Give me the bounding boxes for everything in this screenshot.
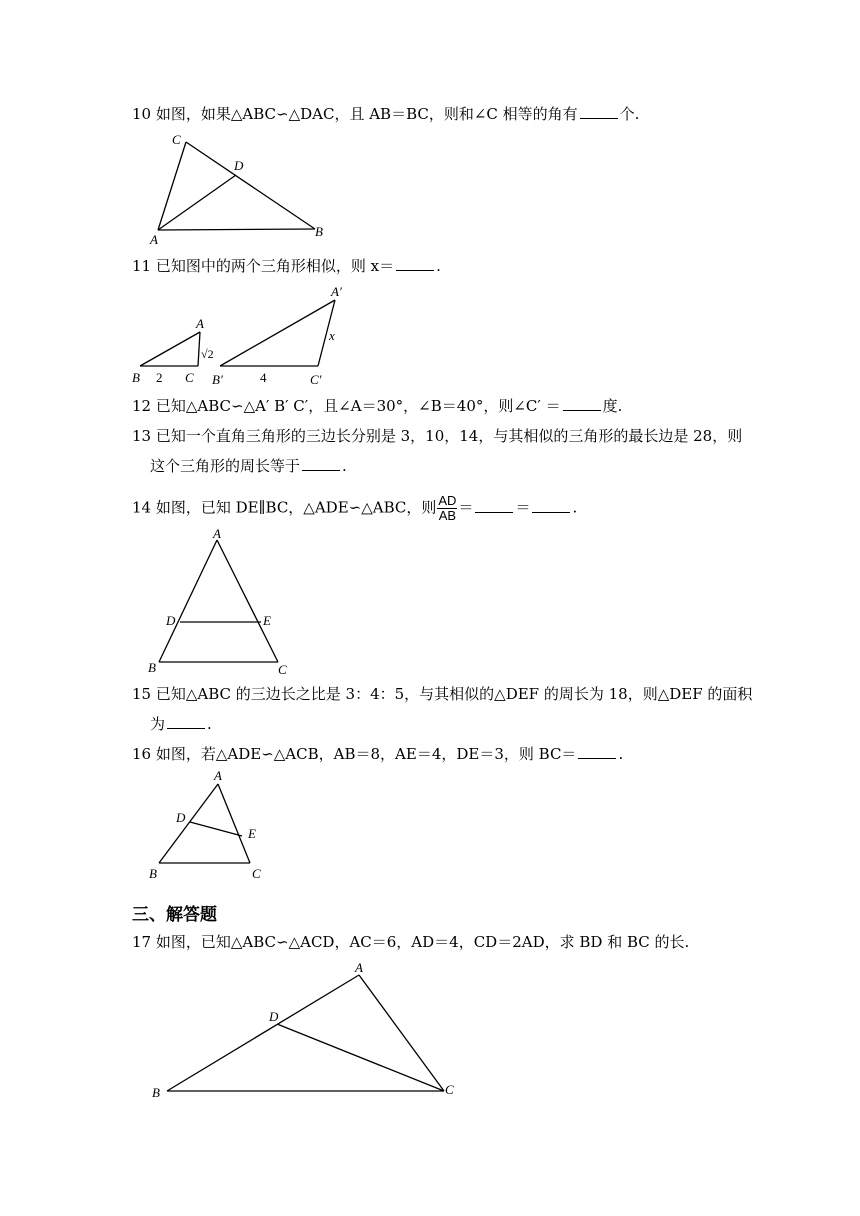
label-a: A bbox=[213, 526, 221, 541]
answer-blank[interactable] bbox=[167, 714, 205, 729]
label-c: C bbox=[278, 662, 287, 677]
label-c: C bbox=[445, 1082, 454, 1097]
question-13-text: 13 已知一个直角三角形的三边长分别是 3，10，14，与其相似的三角形的最长边是 28，则 bbox=[132, 427, 743, 445]
question-13-text-2: 这个三角形的周长等于 bbox=[150, 457, 301, 475]
question-11-suffix: . bbox=[436, 257, 441, 275]
label-a: A bbox=[150, 232, 158, 247]
label-e: E bbox=[248, 826, 256, 841]
question-13-suffix: . bbox=[342, 457, 347, 475]
question-15-text-2: 为 bbox=[150, 715, 166, 733]
label-b: B bbox=[315, 224, 323, 239]
question-10-suffix: 个. bbox=[619, 105, 640, 123]
label-d: D bbox=[166, 613, 176, 628]
side-x-label: x bbox=[329, 328, 335, 343]
side-bc-length: 2 bbox=[156, 370, 163, 385]
question-16 bbox=[132, 744, 623, 764]
answer-blank[interactable] bbox=[302, 456, 340, 471]
question-12-suffix: 度. bbox=[602, 397, 623, 415]
question-15-line1 bbox=[132, 684, 752, 704]
label-d: D bbox=[269, 1009, 279, 1024]
question-12-text: 12 已知△ABC∽△A′ B′ C′，且∠A＝30°，∠B＝40°，则∠C′ ＝ bbox=[132, 397, 561, 415]
label-b: B bbox=[132, 370, 140, 385]
question-14 bbox=[132, 494, 577, 523]
label-b: B bbox=[149, 866, 157, 881]
question-15-suffix: . bbox=[207, 715, 212, 733]
label-a: A bbox=[355, 960, 363, 975]
figure-14 bbox=[140, 526, 310, 678]
fraction-numerator: AD bbox=[438, 493, 457, 508]
label-d: D bbox=[234, 158, 244, 173]
label-a: A bbox=[196, 316, 204, 331]
question-14-text: 14 如图，已知 DE∥BC，△ADE∽△ABC，则 bbox=[132, 498, 437, 517]
label-c: C bbox=[172, 132, 181, 147]
label-a: A bbox=[214, 768, 222, 783]
question-17-text: 17 如图，已知△ABC∽△ACD，AC＝6，AD＝4，CD＝2AD，求 BD 和 BC 的长. bbox=[132, 933, 690, 951]
equals-sign: ＝ bbox=[458, 498, 474, 517]
answer-blank[interactable] bbox=[396, 256, 434, 271]
figure-16 bbox=[140, 768, 280, 884]
question-17 bbox=[132, 932, 689, 952]
question-13-line2 bbox=[150, 456, 347, 476]
answer-blank[interactable] bbox=[475, 498, 513, 513]
label-b-prime: B′ bbox=[212, 372, 223, 387]
label-c: C bbox=[252, 866, 261, 881]
question-13-line1 bbox=[132, 426, 742, 446]
fraction-ad-ab bbox=[437, 494, 457, 523]
label-b: B bbox=[152, 1085, 160, 1100]
answer-blank[interactable] bbox=[532, 498, 570, 513]
answer-blank[interactable] bbox=[563, 396, 601, 411]
question-16-text: 16 如图，若△ADE∽△ACB，AB＝8，AE＝4，DE＝3，则 BC＝ bbox=[132, 745, 577, 763]
label-d: D bbox=[176, 810, 186, 825]
question-10 bbox=[132, 104, 639, 124]
label-b: B bbox=[148, 660, 156, 675]
question-10-text: 10 如图，如果△ABC∽△DAC，且 AB＝BC，则和∠C 相等的角有 bbox=[132, 105, 578, 123]
section-heading: 三、解答题 bbox=[132, 905, 217, 925]
label-a-prime: A′ bbox=[331, 284, 342, 299]
side-b2c2-length: 4 bbox=[260, 370, 267, 385]
question-11-text: 11 已知图中的两个三角形相似，则 x＝ bbox=[132, 257, 395, 275]
figure-10 bbox=[140, 128, 340, 248]
label-c-prime: C′ bbox=[310, 372, 322, 387]
question-15-line2 bbox=[150, 714, 212, 734]
figure-11 bbox=[128, 280, 358, 390]
question-11 bbox=[132, 256, 441, 276]
side-ac-length: √2 bbox=[201, 347, 214, 361]
equals-sign: ＝ bbox=[515, 498, 531, 517]
question-16-suffix: . bbox=[618, 745, 624, 763]
question-12 bbox=[132, 396, 622, 416]
label-c: C bbox=[185, 370, 194, 385]
fraction-denominator: AB bbox=[438, 508, 457, 523]
answer-blank[interactable] bbox=[580, 104, 618, 119]
label-e: E bbox=[263, 613, 271, 628]
question-15-text: 15 已知△ABC 的三边长之比是 3：4：5，与其相似的△DEF 的周长为 18，则△DEF 的面积 bbox=[132, 685, 753, 703]
answer-blank[interactable] bbox=[578, 744, 616, 759]
figure-17 bbox=[140, 958, 470, 1108]
question-14-suffix: . bbox=[572, 498, 578, 517]
